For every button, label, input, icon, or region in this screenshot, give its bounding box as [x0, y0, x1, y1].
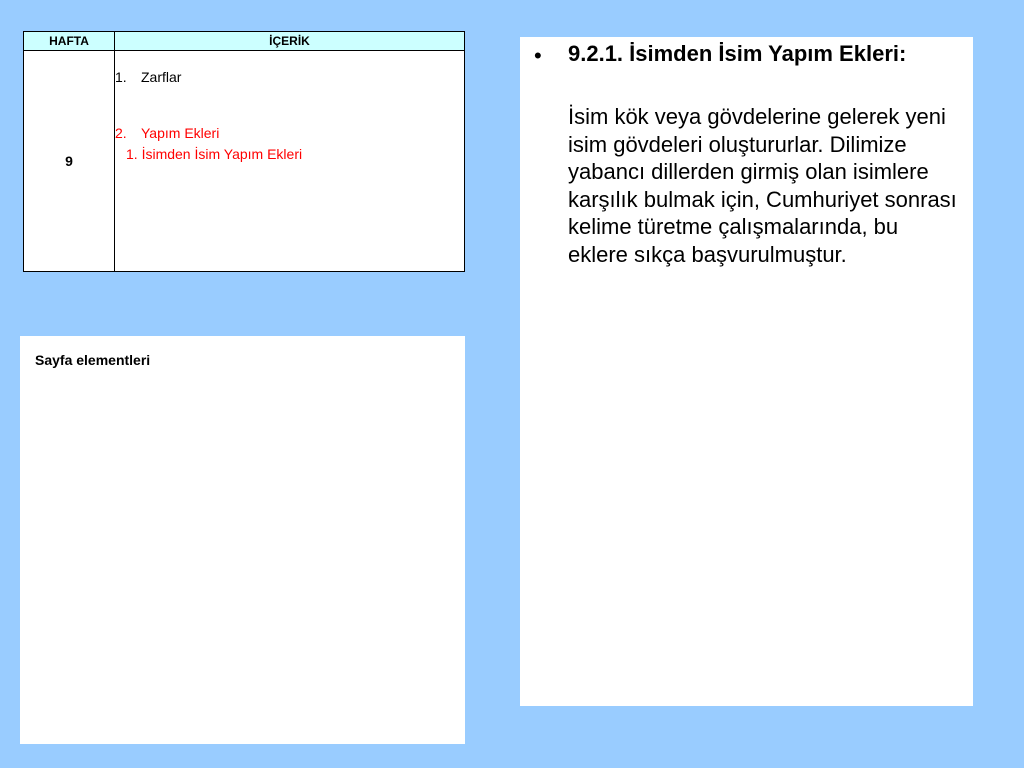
syllabus-table: [23, 31, 465, 272]
section-paragraph: İsim kök veya gövdelerine gelerek yeni isim gövdeleri oluştururlar. Dilimize yabancı dillerden girmiş olan isimlere karşılık bulmak için, Cumhuriyet sonrası kelime türetme çalışmalarında, bu eklere sıkça başvurulmuştur.: [568, 104, 957, 267]
topic-label: Zarflar: [141, 69, 182, 85]
section-heading: 9.2.1. İsimden İsim Yapım Ekleri:: [568, 41, 907, 66]
topic-label: Yapım Ekleri: [141, 125, 220, 141]
table-row: [24, 51, 465, 272]
topic-number: 2.: [115, 125, 127, 141]
header-content: İÇERİK: [115, 32, 465, 51]
bullet-icon: •: [534, 43, 542, 68]
page-elements-box: [20, 336, 465, 744]
topic-item-1: [115, 69, 181, 85]
week-number: 9: [24, 51, 115, 272]
subtopic-item: 1. İsimden İsim Yapım Ekleri: [126, 146, 303, 162]
header-week: HAFTA: [24, 32, 115, 51]
text-panel: [520, 37, 973, 706]
page-elements-title: Sayfa elementleri: [35, 352, 151, 368]
content-cell: [115, 51, 465, 272]
topic-item-2: [115, 125, 219, 141]
table-header-row: [24, 32, 465, 51]
topic-number: 1.: [115, 69, 127, 85]
